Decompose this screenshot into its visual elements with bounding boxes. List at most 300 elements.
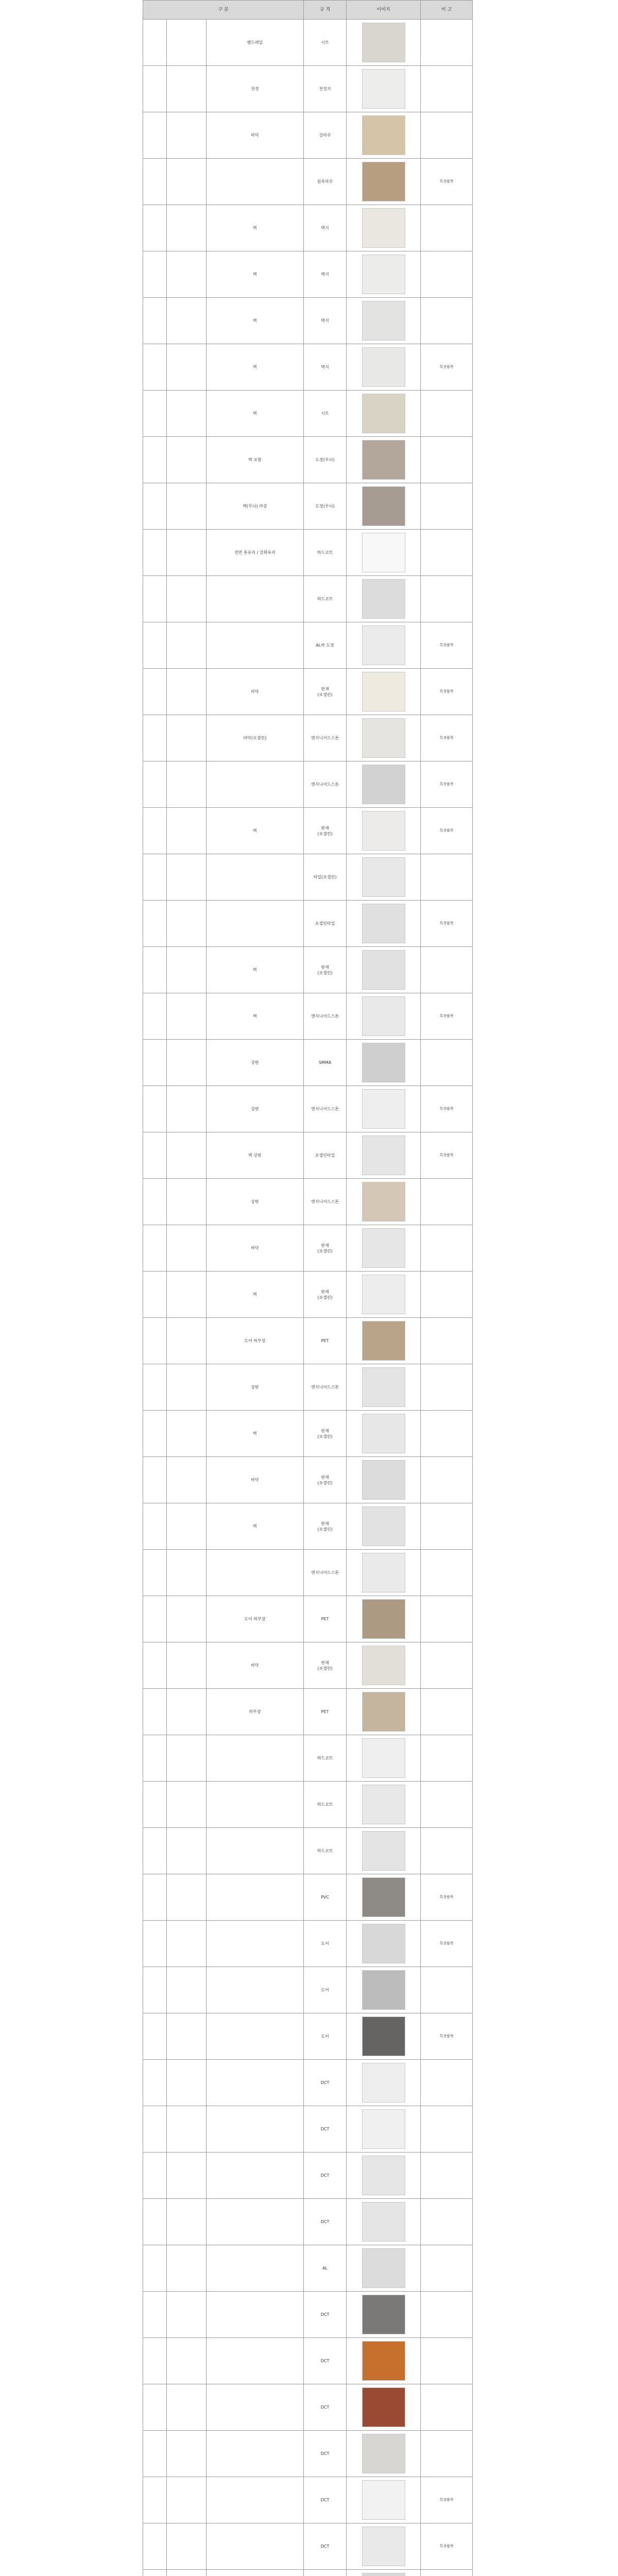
image-cell — [346, 251, 421, 298]
item-label: 전면 통유리 / 강화유리 — [206, 530, 304, 576]
image-cell — [346, 1225, 421, 1272]
item-label — [206, 761, 304, 808]
spec-cell: 타일(포셀린) — [304, 854, 347, 901]
spec-cell: 엔지니어드스톤 — [304, 1086, 347, 1132]
material-swatch — [362, 2527, 405, 2566]
item-label: 바닥(포셀린) — [206, 715, 304, 761]
section-cell — [143, 1411, 167, 1457]
spec-cell: 하드코트 — [304, 1782, 347, 1828]
finish-schedule-table — [143, 0, 473, 2576]
section-cell — [143, 901, 167, 947]
group-cell — [167, 66, 206, 112]
spec-cell: 도장(무늬) — [304, 483, 347, 530]
image-cell — [346, 808, 421, 854]
table-row — [143, 391, 473, 437]
material-swatch — [362, 533, 405, 572]
note-cell: 특장품목 — [421, 901, 473, 947]
table-row — [143, 669, 473, 715]
section-cell — [143, 1642, 167, 1689]
note-cell — [421, 1735, 473, 1782]
image-cell — [346, 2153, 421, 2199]
item-label: 상판 — [206, 1179, 304, 1225]
section-cell — [143, 1503, 167, 1550]
material-swatch — [362, 1089, 405, 1129]
spec-cell: 하드코트 — [304, 1735, 347, 1782]
material-swatch — [362, 765, 405, 804]
item-label — [206, 1735, 304, 1782]
spec-cell: DCT — [304, 2106, 347, 2153]
table-row — [143, 1735, 473, 1782]
spec-cell: 시트 — [304, 20, 347, 66]
note-cell: 특장품목 — [421, 761, 473, 808]
image-cell — [346, 2060, 421, 2106]
item-label — [206, 1967, 304, 2013]
table-row — [143, 761, 473, 808]
table-row — [143, 1828, 473, 1874]
table-row — [143, 2106, 473, 2153]
image-cell — [346, 2292, 421, 2338]
material-swatch — [362, 208, 405, 248]
material-swatch — [362, 2063, 405, 2103]
note-cell — [421, 1967, 473, 2013]
item-label — [206, 2338, 304, 2384]
note-cell — [421, 2153, 473, 2199]
group-cell — [167, 576, 206, 622]
item-label — [206, 1828, 304, 1874]
image-cell — [346, 1272, 421, 1318]
note-cell: 특장품목 — [421, 2523, 473, 2570]
table-row — [143, 1874, 473, 1921]
note-cell — [421, 1596, 473, 1642]
group-cell — [167, 391, 206, 437]
note-cell — [421, 20, 473, 66]
group-cell — [167, 437, 206, 483]
section-cell — [143, 2477, 167, 2523]
spec-cell: DCT — [304, 2153, 347, 2199]
table-row — [143, 2060, 473, 2106]
image-cell — [346, 2384, 421, 2431]
group-cell — [167, 715, 206, 761]
spec-cell: 판재 (포셀린) — [304, 947, 347, 993]
image-cell — [346, 437, 421, 483]
group-cell — [167, 854, 206, 901]
item-label — [206, 2245, 304, 2292]
group-cell — [167, 1828, 206, 1874]
note-cell — [421, 298, 473, 344]
item-label — [206, 1782, 304, 1828]
material-swatch — [362, 2387, 405, 2427]
group-cell — [167, 1225, 206, 1272]
material-swatch — [362, 1414, 405, 1453]
image-cell — [346, 1411, 421, 1457]
note-cell: 특장품목 — [421, 344, 473, 391]
material-swatch — [362, 904, 405, 943]
table-row — [143, 901, 473, 947]
note-cell — [421, 112, 473, 159]
section-cell — [143, 2292, 167, 2338]
section-cell — [143, 2338, 167, 2384]
group-cell — [167, 2431, 206, 2477]
section-cell — [143, 483, 167, 530]
spec-cell: AL — [304, 2245, 347, 2292]
note-cell — [421, 1503, 473, 1550]
item-label: 바닥 — [206, 112, 304, 159]
header-note: 비 고 — [421, 1, 473, 20]
section-cell — [143, 20, 167, 66]
item-label: 벽 — [206, 947, 304, 993]
item-label — [206, 2477, 304, 2523]
table-row — [143, 2013, 473, 2060]
section-cell — [143, 1179, 167, 1225]
material-swatch — [362, 486, 405, 526]
note-cell — [421, 1040, 473, 1086]
section-cell — [143, 947, 167, 993]
material-swatch — [362, 2295, 405, 2334]
section-cell — [143, 669, 167, 715]
material-swatch — [362, 23, 405, 62]
spec-cell: DCT — [304, 2199, 347, 2245]
table-row — [143, 1921, 473, 1967]
material-swatch — [362, 1182, 405, 1222]
material-swatch — [362, 2156, 405, 2195]
group-cell — [167, 1689, 206, 1735]
spec-cell: 엔지니어드스톤 — [304, 1179, 347, 1225]
note-cell — [421, 854, 473, 901]
note-cell: 특장품목 — [421, 1921, 473, 1967]
group-cell — [167, 112, 206, 159]
section-cell — [143, 993, 167, 1040]
table-row — [143, 298, 473, 344]
spec-cell: 원목마루 — [304, 159, 347, 205]
table-row — [143, 622, 473, 669]
spec-cell: 엔지니어드스톤 — [304, 1364, 347, 1411]
section-cell — [143, 1318, 167, 1364]
image-cell — [346, 2106, 421, 2153]
material-swatch — [362, 394, 405, 433]
material-swatch — [362, 1228, 405, 1268]
item-label — [206, 2431, 304, 2477]
note-cell — [421, 530, 473, 576]
section-cell — [143, 715, 167, 761]
material-swatch — [362, 1321, 405, 1361]
group-cell — [167, 2477, 206, 2523]
image-cell — [346, 1503, 421, 1550]
item-label — [206, 1874, 304, 1921]
group-cell — [167, 947, 206, 993]
material-swatch — [362, 1831, 405, 1871]
image-cell — [346, 1179, 421, 1225]
item-label: 벽 — [206, 993, 304, 1040]
table-header — [143, 1, 473, 20]
section-cell — [143, 808, 167, 854]
table-row — [143, 344, 473, 391]
material-swatch — [362, 1460, 405, 1500]
group-cell — [167, 1874, 206, 1921]
group-cell — [167, 1086, 206, 1132]
table-row — [143, 2338, 473, 2384]
image-cell — [346, 715, 421, 761]
note-cell — [421, 2292, 473, 2338]
table-row — [143, 1272, 473, 1318]
table-row — [143, 2384, 473, 2431]
image-cell — [346, 2199, 421, 2245]
material-swatch — [362, 2573, 405, 2576]
note-cell — [421, 1828, 473, 1874]
section-cell — [143, 1735, 167, 1782]
group-cell — [167, 1550, 206, 1596]
spec-cell: PET — [304, 1318, 347, 1364]
image-cell — [346, 112, 421, 159]
material-swatch — [362, 625, 405, 665]
item-label: 하부장 — [206, 1689, 304, 1735]
spec-cell: 벽지 — [304, 251, 347, 298]
material-swatch — [362, 672, 405, 711]
header-image: 이미지 — [346, 1, 421, 20]
group-cell — [167, 205, 206, 251]
spec-cell: DCT — [304, 2338, 347, 2384]
image-cell — [346, 993, 421, 1040]
material-swatch — [362, 1738, 405, 1778]
note-cell: 특장품목 — [421, 2477, 473, 2523]
header-division: 구 분 — [143, 1, 304, 20]
section-cell — [143, 2523, 167, 2570]
section-cell — [143, 622, 167, 669]
image-cell — [346, 2431, 421, 2477]
spec-cell: DCT — [304, 2477, 347, 2523]
group-cell — [167, 2199, 206, 2245]
group-cell — [167, 1596, 206, 1642]
material-swatch — [362, 1367, 405, 1407]
table-row — [143, 1642, 473, 1689]
material-swatch — [362, 255, 405, 294]
group-cell — [167, 2570, 206, 2576]
image-cell — [346, 2338, 421, 2384]
spec-cell: 도어 — [304, 1921, 347, 1967]
note-cell — [421, 437, 473, 483]
group-cell — [167, 1272, 206, 1318]
image-cell — [346, 1642, 421, 1689]
image-cell — [346, 761, 421, 808]
item-label: 핸드레일 — [206, 20, 304, 66]
spec-cell: 판재 (포셀린) — [304, 1642, 347, 1689]
note-cell — [421, 1318, 473, 1364]
section-cell — [143, 251, 167, 298]
image-cell — [346, 622, 421, 669]
section-cell — [143, 1782, 167, 1828]
spec-cell: 판재 (포셀린) — [304, 1503, 347, 1550]
note-cell — [421, 1642, 473, 1689]
group-cell — [167, 1457, 206, 1503]
image-cell — [346, 1828, 421, 1874]
material-swatch — [362, 1506, 405, 1546]
material-swatch — [362, 1136, 405, 1175]
group-cell — [167, 669, 206, 715]
spec-cell: 하드코트 — [304, 530, 347, 576]
spec-cell — [304, 2570, 347, 2576]
table-row — [143, 66, 473, 112]
section-cell — [143, 159, 167, 205]
group-cell — [167, 622, 206, 669]
table-row — [143, 1967, 473, 2013]
spec-cell: DCT — [304, 2523, 347, 2570]
item-label: 벽 상판 — [206, 1132, 304, 1179]
section-cell — [143, 1457, 167, 1503]
note-cell — [421, 1689, 473, 1735]
table-row — [143, 1318, 473, 1364]
item-label: 벽 — [206, 391, 304, 437]
image-cell — [346, 20, 421, 66]
note-cell — [421, 2384, 473, 2431]
section-cell — [143, 298, 167, 344]
material-swatch — [362, 2248, 405, 2288]
item-label — [206, 2384, 304, 2431]
item-label: 바닥 — [206, 1225, 304, 1272]
group-cell — [167, 2013, 206, 2060]
spec-cell: 엔지니어드스톤 — [304, 715, 347, 761]
section-cell — [143, 2153, 167, 2199]
table-row — [143, 1132, 473, 1179]
note-cell — [421, 1550, 473, 1596]
material-swatch — [362, 1646, 405, 1685]
group-cell — [167, 1967, 206, 2013]
spec-cell: 벽지 — [304, 344, 347, 391]
group-cell — [167, 1411, 206, 1457]
table-row — [143, 1457, 473, 1503]
spec-cell: 벽지 — [304, 298, 347, 344]
section-cell — [143, 1040, 167, 1086]
group-cell — [167, 2523, 206, 2570]
section-cell — [143, 1132, 167, 1179]
note-cell — [421, 66, 473, 112]
image-cell — [346, 2570, 421, 2576]
group-cell — [167, 1318, 206, 1364]
table-body — [143, 20, 473, 2576]
material-spec-sheet — [143, 0, 473, 2576]
item-label — [206, 2199, 304, 2245]
table-row — [143, 1782, 473, 1828]
spec-cell: 천정지 — [304, 66, 347, 112]
note-cell: 특장품목 — [421, 1132, 473, 1179]
item-label: 바닥 — [206, 669, 304, 715]
note-cell: 특장품목 — [421, 993, 473, 1040]
note-cell: 특장품목 — [421, 1086, 473, 1132]
group-cell — [167, 483, 206, 530]
spec-cell: 판재 (포셀린) — [304, 1411, 347, 1457]
item-label: 벽 — [206, 298, 304, 344]
image-cell — [346, 1318, 421, 1364]
table-row — [143, 2523, 473, 2570]
spec-cell: 엔지니어드스톤 — [304, 993, 347, 1040]
spec-cell: SMMA — [304, 1040, 347, 1086]
group-cell — [167, 530, 206, 576]
table-row — [143, 715, 473, 761]
section-cell — [143, 1272, 167, 1318]
image-cell — [346, 1689, 421, 1735]
image-cell — [346, 2245, 421, 2292]
material-swatch — [362, 1877, 405, 1917]
section-cell — [143, 2570, 167, 2576]
spec-cell: 판재 (포셀린) — [304, 1272, 347, 1318]
material-swatch — [362, 811, 405, 851]
image-cell — [346, 391, 421, 437]
group-cell — [167, 1179, 206, 1225]
item-label — [206, 2292, 304, 2338]
note-cell — [421, 391, 473, 437]
section-cell — [143, 576, 167, 622]
section-cell — [143, 1689, 167, 1735]
section-cell — [143, 2199, 167, 2245]
table-row — [143, 112, 473, 159]
group-cell — [167, 1782, 206, 1828]
spec-cell: 강마루 — [304, 112, 347, 159]
section-cell — [143, 2384, 167, 2431]
item-label: 상판 — [206, 1040, 304, 1086]
item-label: 벽 — [206, 1503, 304, 1550]
table-row — [143, 1689, 473, 1735]
item-label: 도어 하부장 — [206, 1596, 304, 1642]
section-cell — [143, 1921, 167, 1967]
item-label: 천정 — [206, 66, 304, 112]
section-cell — [143, 530, 167, 576]
item-label — [206, 2060, 304, 2106]
material-swatch — [362, 2341, 405, 2381]
item-label — [206, 2106, 304, 2153]
table-row — [143, 993, 473, 1040]
image-cell — [346, 901, 421, 947]
image-cell — [346, 1132, 421, 1179]
group-cell — [167, 2245, 206, 2292]
image-cell — [346, 530, 421, 576]
item-label: 벽 — [206, 1411, 304, 1457]
item-label: 벽 — [206, 344, 304, 391]
section-cell — [143, 344, 167, 391]
note-cell — [421, 205, 473, 251]
table-row — [143, 808, 473, 854]
image-cell — [346, 1921, 421, 1967]
table-row — [143, 251, 473, 298]
spec-cell: PET — [304, 1689, 347, 1735]
item-label — [206, 901, 304, 947]
group-cell — [167, 901, 206, 947]
spec-cell: 하드코트 — [304, 576, 347, 622]
image-cell — [346, 2523, 421, 2570]
group-cell — [167, 761, 206, 808]
group-cell — [167, 1364, 206, 1411]
spec-cell: 도어 — [304, 1967, 347, 2013]
section-cell — [143, 1967, 167, 2013]
note-cell: 특장품목 — [421, 715, 473, 761]
image-cell — [346, 2013, 421, 2060]
table-row — [143, 2570, 473, 2576]
spec-cell: 하드코트 — [304, 1828, 347, 1874]
material-swatch — [362, 2480, 405, 2520]
spec-cell: 포셀린타일 — [304, 901, 347, 947]
image-cell — [346, 66, 421, 112]
material-swatch — [362, 1599, 405, 1639]
section-cell — [143, 1550, 167, 1596]
material-swatch — [362, 1785, 405, 1824]
item-label — [206, 622, 304, 669]
section-cell — [143, 2431, 167, 2477]
item-label: 벽 포함 — [206, 437, 304, 483]
image-cell — [346, 1457, 421, 1503]
group-cell — [167, 1642, 206, 1689]
group-cell — [167, 2106, 206, 2153]
table-row — [143, 437, 473, 483]
item-label — [206, 2153, 304, 2199]
note-cell — [421, 1225, 473, 1272]
table-row — [143, 576, 473, 622]
